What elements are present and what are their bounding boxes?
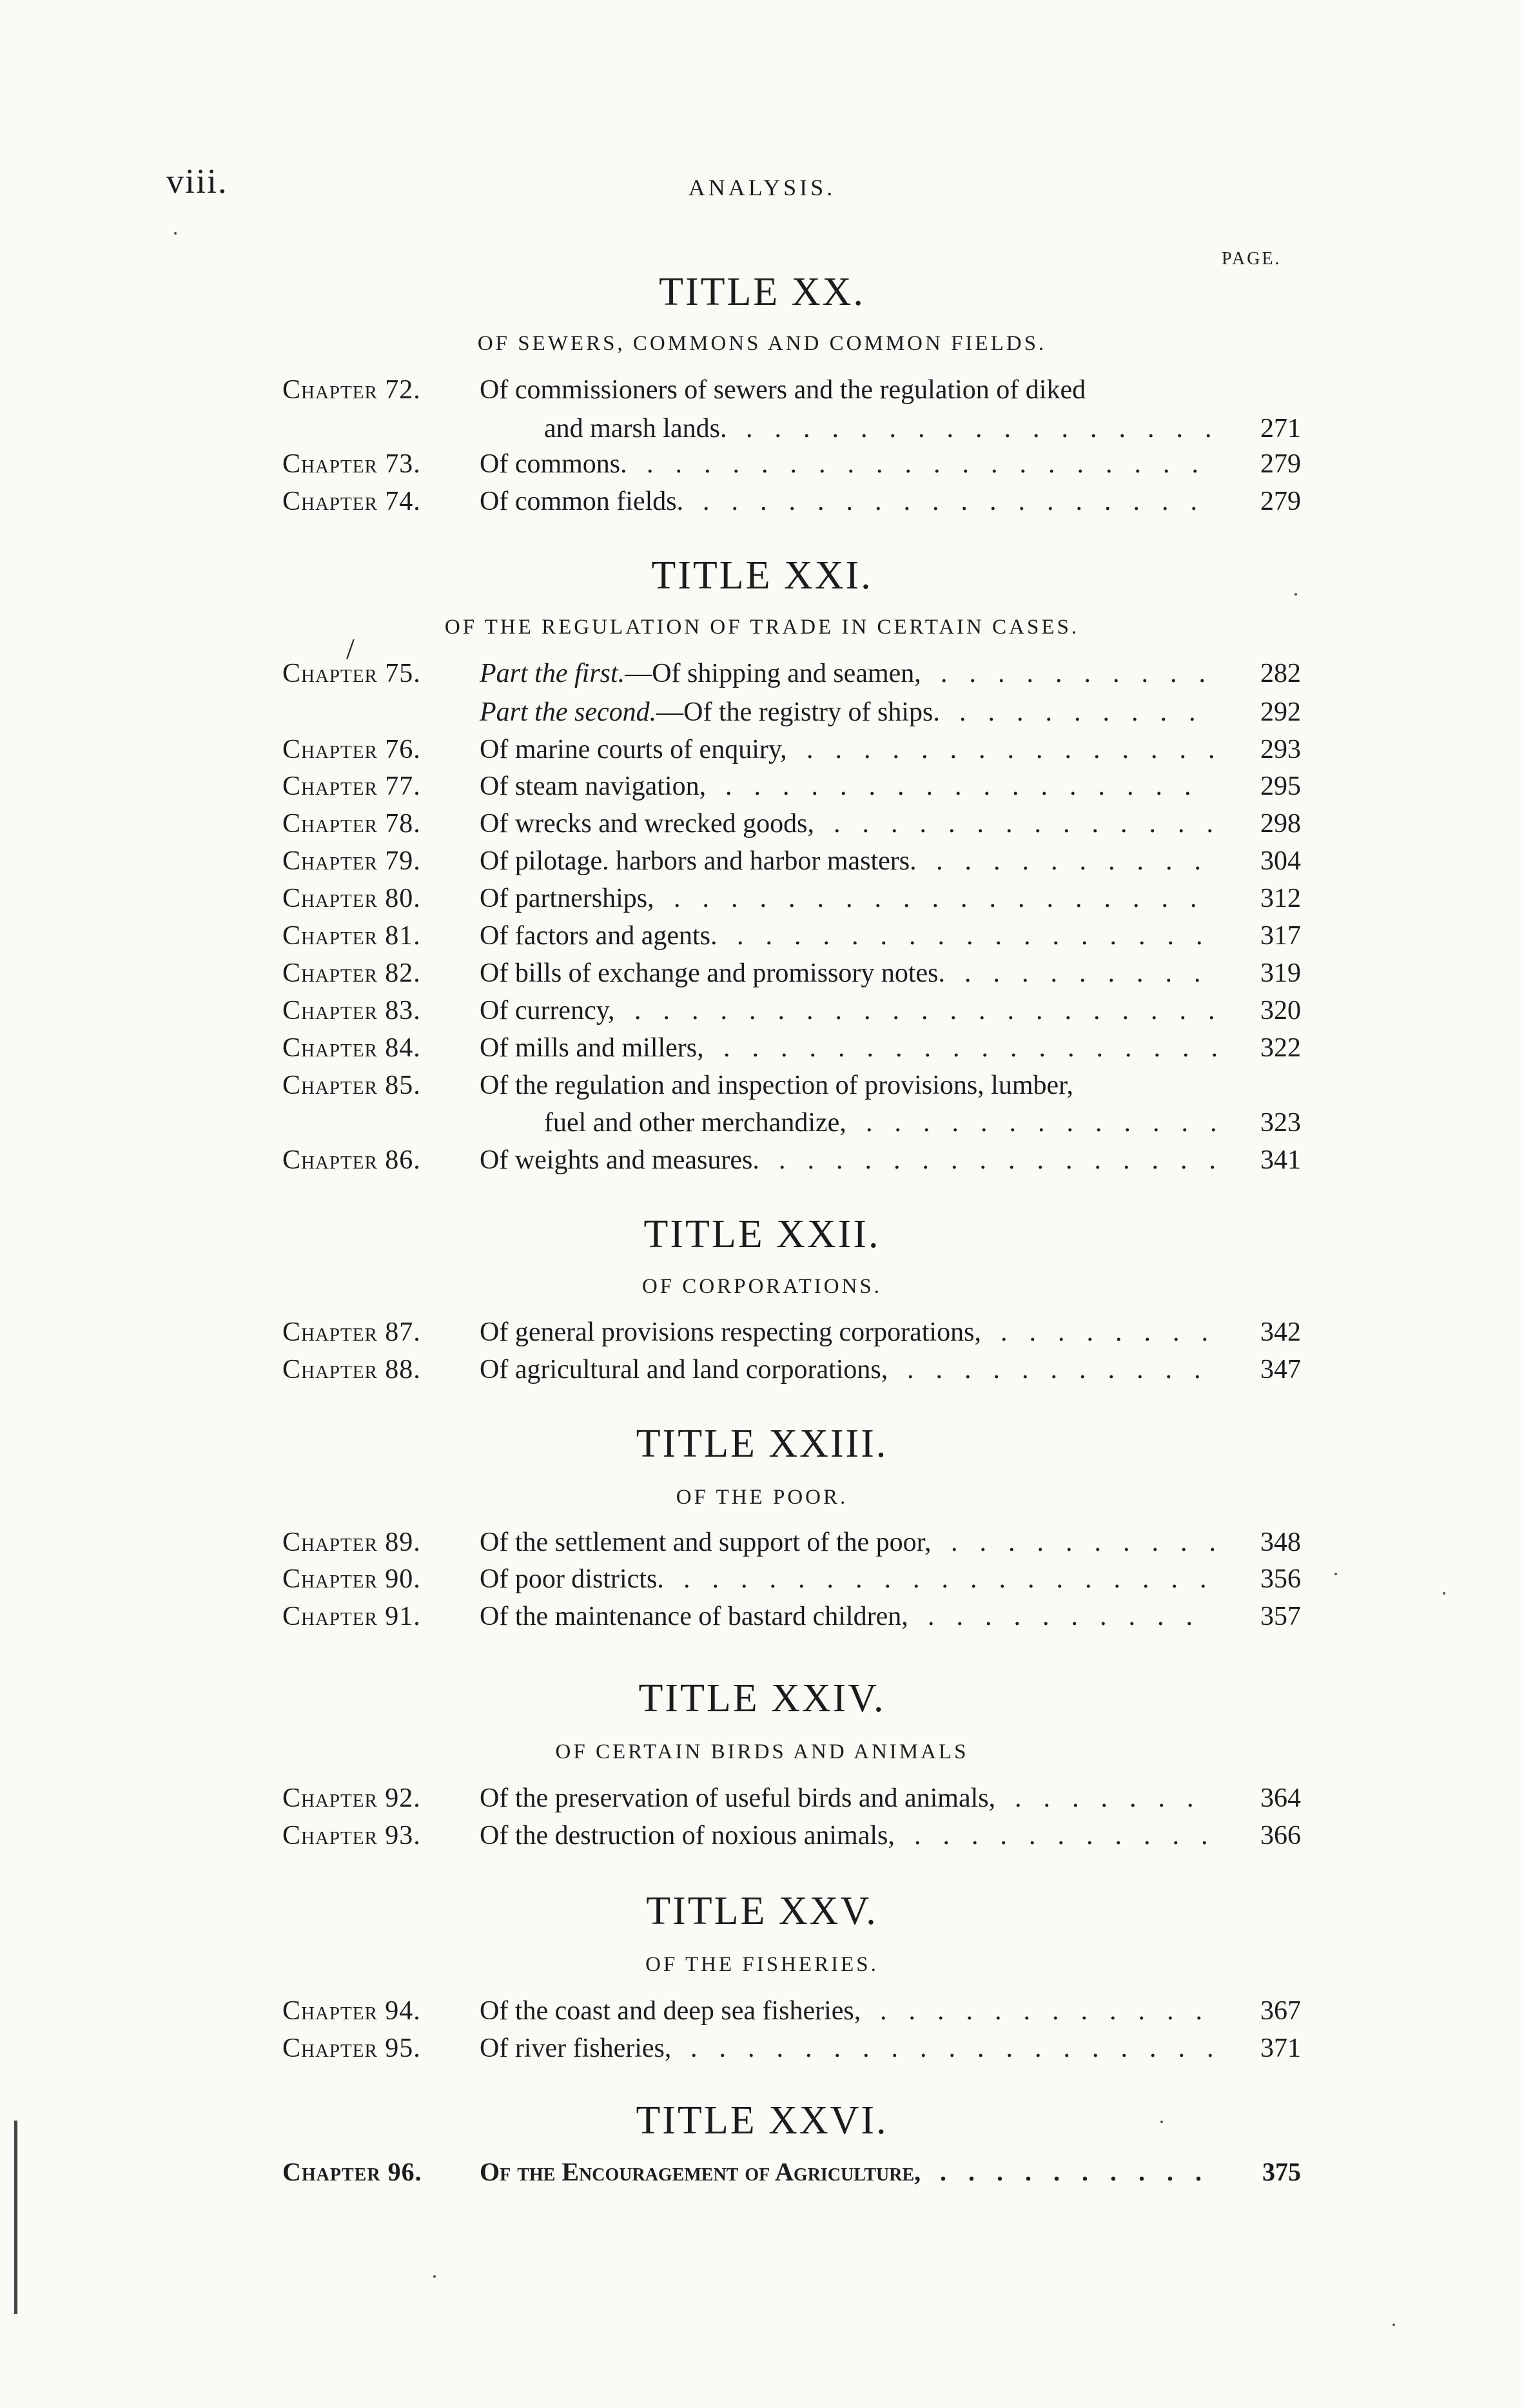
page-number-ref: 341 bbox=[1260, 1145, 1301, 1175]
leader-dots: ....... bbox=[1015, 1783, 1216, 1813]
chapter-subject: Of commons. bbox=[480, 449, 627, 479]
chapter-subject: Of river fisheries, bbox=[480, 2034, 672, 2063]
toc-entry bbox=[282, 917, 1301, 955]
chapter-subject: Of mills and millers, bbox=[480, 1033, 704, 1063]
section-subtitle: OF SEWERS, COMMONS AND COMMON FIELDS. bbox=[477, 332, 1047, 355]
leader-dots: .................. bbox=[723, 1033, 1240, 1063]
toc-entry bbox=[282, 482, 1301, 521]
chapter-label: Chapter 87. bbox=[282, 1317, 421, 1347]
toc-entry bbox=[282, 654, 1301, 693]
leader-dots: ................ bbox=[779, 1145, 1238, 1175]
page-number-ref: 312 bbox=[1260, 884, 1301, 913]
chapter-subject: Of commissioners of sewers and the regulation of diked bbox=[480, 375, 1086, 405]
chapter-subject: Of partnerships, bbox=[480, 884, 654, 913]
toc-entry bbox=[282, 409, 1301, 448]
leader-dots: ........ bbox=[1001, 1317, 1230, 1347]
leader-dots: ................... bbox=[690, 2034, 1236, 2063]
page-number-ref: 322 bbox=[1260, 1033, 1301, 1063]
chapter-subject: Of currency, bbox=[480, 996, 615, 1025]
chapter-label: Chapter 86. bbox=[282, 1145, 421, 1175]
chapter-label: Chapter 75. bbox=[282, 659, 421, 688]
scan-speck bbox=[1334, 1573, 1337, 1575]
page-number-ref: 375 bbox=[1262, 2157, 1301, 2186]
toc-entry bbox=[282, 445, 1301, 483]
chapter-label: Chapter 88. bbox=[282, 1355, 421, 1384]
subject-part-label: Part the first. bbox=[480, 659, 625, 688]
page-number-ref: 293 bbox=[1260, 735, 1301, 764]
chapter-label: Chapter 82. bbox=[282, 958, 421, 988]
leader-dots: ................... bbox=[683, 1564, 1229, 1594]
leader-dots: ......... bbox=[964, 958, 1223, 988]
section-subtitle: OF THE FISHERIES. bbox=[645, 1953, 879, 1976]
leader-dots: ........... bbox=[907, 1355, 1223, 1384]
page-number-ref: 317 bbox=[1260, 921, 1301, 951]
section-subtitle: OF THE POOR. bbox=[676, 1486, 848, 1509]
toc-entry bbox=[282, 693, 1301, 732]
toc-entry bbox=[282, 1029, 1301, 1067]
leader-dots: ........... bbox=[914, 1821, 1230, 1850]
toc-entry bbox=[282, 842, 1301, 880]
page-number-ref: 367 bbox=[1260, 1996, 1301, 2026]
toc-entry bbox=[282, 2153, 1301, 2191]
chapter-subject: Of the destruction of noxious animals, bbox=[480, 1821, 895, 1850]
scan-edge-mark bbox=[14, 2121, 17, 2314]
chapter-subject: Of steam navigation, bbox=[480, 772, 707, 801]
leader-dots: .......... bbox=[951, 1528, 1238, 1557]
chapter-subject: Of poor districts. bbox=[480, 1564, 664, 1594]
toc-entry bbox=[282, 1141, 1301, 1180]
section-subtitle: OF THE REGULATION OF TRADE IN CERTAIN CASES. bbox=[444, 616, 1080, 639]
chapter-subject: Of bills of exchange and promissory notes. bbox=[480, 958, 946, 988]
chapter-label: Chapter 89. bbox=[282, 1528, 421, 1557]
section-title: TITLE XXIV. bbox=[638, 1676, 886, 1720]
leader-dots: .......... bbox=[936, 846, 1223, 876]
chapter-label: Chapter 73. bbox=[282, 449, 421, 479]
section-title: TITLE XXVI. bbox=[636, 2099, 888, 2142]
chapter-subject: and marsh lands. bbox=[544, 414, 727, 443]
leader-dots: ..................... bbox=[634, 996, 1237, 1025]
section-title: TITLE XXII. bbox=[643, 1212, 881, 1256]
page-number-ref: 279 bbox=[1260, 487, 1301, 516]
chapter-label: Chapter 72. bbox=[282, 375, 421, 405]
page-number-ref: 295 bbox=[1260, 772, 1301, 801]
leader-dots: .................. bbox=[703, 487, 1219, 516]
page-number-ref: 347 bbox=[1260, 1355, 1301, 1384]
chapter-label: Chapter 90. bbox=[282, 1564, 421, 1594]
page-number-ref: 304 bbox=[1260, 846, 1301, 876]
section-title: TITLE XXIII. bbox=[636, 1422, 888, 1466]
leader-dots: .................... bbox=[647, 449, 1220, 479]
toc-entry bbox=[282, 371, 1301, 409]
toc-entry bbox=[282, 1350, 1301, 1389]
chapter-label: Chapter 96. bbox=[282, 2157, 422, 2186]
chapter-subject: Of the coast and deep sea fisheries, bbox=[480, 1996, 861, 2026]
chapter-label: Chapter 76. bbox=[282, 735, 421, 764]
page-number-ref: 320 bbox=[1260, 996, 1301, 1025]
scan-speck bbox=[433, 2275, 436, 2278]
chapter-label: Chapter 78. bbox=[282, 809, 421, 839]
leader-dots: ............. bbox=[866, 1108, 1239, 1138]
subject-part-label: Part the second. bbox=[480, 697, 657, 727]
page-number-ref: 366 bbox=[1260, 1821, 1301, 1850]
toc-entry bbox=[282, 1816, 1301, 1855]
page-number-ref: 279 bbox=[1260, 449, 1301, 479]
chapter-subject: Of pilotage. harbors and harbor masters. bbox=[480, 846, 917, 876]
leader-dots: ................. bbox=[725, 772, 1213, 801]
chapter-label: Chapter 80. bbox=[282, 884, 421, 913]
leader-dots: ................. bbox=[737, 921, 1225, 951]
chapter-subject: Of general provisions respecting corporations, bbox=[480, 1317, 981, 1347]
leader-dots: ................... bbox=[674, 884, 1219, 913]
chapter-label: Chapter 81. bbox=[282, 921, 421, 951]
chapter-subject: Part the first.—Of shipping and seamen, bbox=[480, 659, 921, 688]
chapter-label: Chapter 79. bbox=[282, 846, 421, 876]
scan-speck bbox=[1392, 2324, 1395, 2326]
toc-entry bbox=[282, 1066, 1301, 1105]
page-number-ref: 348 bbox=[1260, 1528, 1301, 1557]
chapter-subject: Of weights and measures. bbox=[480, 1145, 759, 1175]
toc-entry bbox=[282, 804, 1301, 843]
leader-dots: ................. bbox=[746, 414, 1234, 443]
margin-tick-mark: / bbox=[346, 632, 355, 665]
page-number-ref: 282 bbox=[1260, 659, 1301, 688]
section-subtitle: OF CERTAIN BIRDS AND ANIMALS bbox=[555, 1740, 969, 1763]
chapter-subject: Of the settlement and support of the poor, bbox=[480, 1528, 932, 1557]
chapter-label: Chapter 84. bbox=[282, 1033, 421, 1063]
chapter-subject: Of the maintenance of bastard children, bbox=[480, 1602, 908, 1631]
chapter-label: Chapter 92. bbox=[282, 1783, 421, 1813]
section-title: TITLE XXV. bbox=[646, 1889, 878, 1933]
leader-dots: ............ bbox=[880, 1996, 1224, 2026]
toc-entry bbox=[282, 730, 1301, 769]
page-number-ref: 364 bbox=[1260, 1783, 1301, 1813]
scan-speck bbox=[1443, 1592, 1445, 1595]
chapter-label: Chapter 83. bbox=[282, 996, 421, 1025]
page-number-ref: 356 bbox=[1260, 1564, 1301, 1594]
chapter-subject: Part the second.—Of the registry of ships. bbox=[480, 697, 940, 727]
chapter-label: Chapter 91. bbox=[282, 1602, 421, 1631]
page-number-ref: 371 bbox=[1260, 2034, 1301, 2063]
chapter-subject: Of factors and agents. bbox=[480, 921, 718, 951]
toc-entry bbox=[282, 954, 1301, 993]
chapter-subject: Of marine courts of enquiry, bbox=[480, 735, 787, 764]
chapter-subject: fuel and other merchandize, bbox=[544, 1108, 846, 1138]
toc-entry bbox=[282, 1779, 1301, 1818]
section-title: TITLE XX. bbox=[659, 270, 865, 314]
toc-entry bbox=[282, 767, 1301, 806]
toc-entry bbox=[282, 991, 1301, 1030]
leader-dots: .......... bbox=[941, 659, 1227, 688]
chapter-label: Chapter 77. bbox=[282, 772, 421, 801]
chapter-label: Chapter 93. bbox=[282, 1821, 421, 1850]
chapter-subject: Of the Encouragement of Agriculture, bbox=[480, 2157, 921, 2186]
page-number-ref: 357 bbox=[1260, 1602, 1301, 1631]
page-number: viii. bbox=[166, 162, 228, 200]
chapter-label: Chapter 95. bbox=[282, 2034, 421, 2063]
chapter-label: Chapter 85. bbox=[282, 1071, 421, 1100]
page-column-label: PAGE. bbox=[1222, 249, 1282, 269]
page-number-ref: 292 bbox=[1260, 697, 1301, 727]
chapter-subject: Of agricultural and land corporations, bbox=[480, 1355, 888, 1384]
running-title: ANALYSIS. bbox=[688, 175, 836, 200]
toc-entry bbox=[282, 1313, 1301, 1352]
toc-entry bbox=[282, 879, 1301, 918]
chapter-subject: Of the regulation and inspection of provisions, lumber, bbox=[480, 1071, 1073, 1100]
page-number-ref: 271 bbox=[1260, 414, 1301, 443]
chapter-label: Chapter 74. bbox=[282, 487, 421, 516]
toc-entry bbox=[282, 2029, 1301, 2068]
leader-dots: .......... bbox=[928, 1602, 1215, 1631]
scan-speck bbox=[174, 232, 177, 235]
page-number-ref: 342 bbox=[1260, 1317, 1301, 1347]
leader-dots: ............... bbox=[806, 735, 1237, 764]
page-number-ref: 323 bbox=[1260, 1108, 1301, 1138]
section-title: TITLE XXI. bbox=[651, 554, 873, 597]
toc-entry bbox=[282, 1992, 1301, 2030]
leader-dots: .............. bbox=[834, 809, 1235, 839]
toc-entry bbox=[282, 1597, 1301, 1636]
leader-dots: .......... bbox=[940, 2157, 1224, 2186]
section-subtitle: OF CORPORATIONS. bbox=[641, 1275, 883, 1298]
chapter-label: Chapter 94. bbox=[282, 1996, 421, 2026]
leader-dots: ......... bbox=[959, 697, 1218, 727]
toc-entry bbox=[282, 1523, 1301, 1562]
chapter-subject: Of common fields. bbox=[480, 487, 684, 516]
scan-speck bbox=[1294, 593, 1297, 596]
chapter-subject: Of wrecks and wrecked goods, bbox=[480, 809, 814, 839]
toc-entry bbox=[282, 1560, 1301, 1598]
page-number-ref: 319 bbox=[1260, 958, 1301, 988]
toc-entry bbox=[282, 1103, 1301, 1142]
chapter-subject: Of the preservation of useful birds and animals, bbox=[480, 1783, 996, 1813]
page-number-ref: 298 bbox=[1260, 809, 1301, 839]
scan-speck bbox=[1160, 2121, 1163, 2123]
